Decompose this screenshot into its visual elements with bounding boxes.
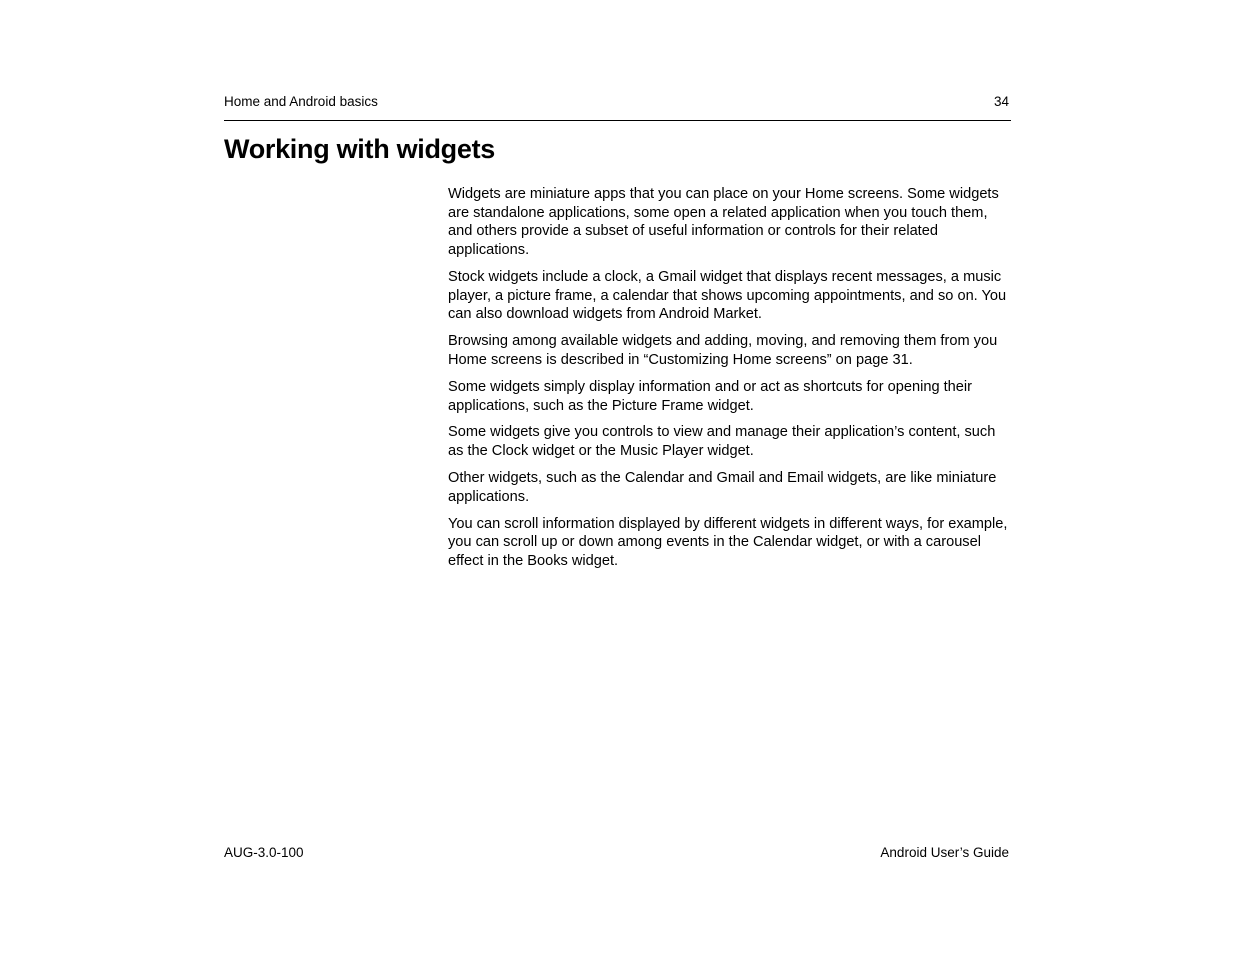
footer-doc-title: Android User’s Guide (880, 845, 1009, 860)
paragraph: Stock widgets include a clock, a Gmail widget that displays recent messages, a music player, a picture frame, a calendar that shows upcoming appointments, and so on. You can also download widgets from Android Market. (448, 269, 1007, 323)
paragraph: Browsing among available widgets and adding, moving, and removing them from you Home screens is described in “Customizing Home screens” on page 31. (448, 333, 998, 368)
paragraph: Other widgets, such as the Calendar and Gmail and Email widgets, are like miniature applications. (448, 470, 997, 505)
body-text (448, 185, 1014, 579)
running-header (224, 93, 1011, 121)
header-page-number: 34 (993, 94, 1009, 109)
footer-doc-id: AUG-3.0-100 (224, 845, 304, 860)
paragraph: Widgets are miniature apps that you can place on your Home screens. Some widgets are standalone applications, some open a related application when you touch them, and others provide a subset of useful information or controls for their related applications. (448, 186, 999, 259)
paragraph: You can scroll information displayed by different widgets in different ways, for example, you can scroll up or down among events in the Calendar widget, or with a carousel effect in the Books widget. (448, 515, 1008, 570)
paragraph: Some widgets simply display information and or act as shortcuts for opening their applications, such as the Picture Frame widget. (448, 378, 973, 414)
header-section-name: Home and Android basics (224, 94, 378, 109)
page-title: Working with widgets (224, 134, 496, 164)
paragraph: Some widgets give you controls to view and manage their application’s content, such as the Clock widget or the Music Player widget. (448, 424, 996, 460)
